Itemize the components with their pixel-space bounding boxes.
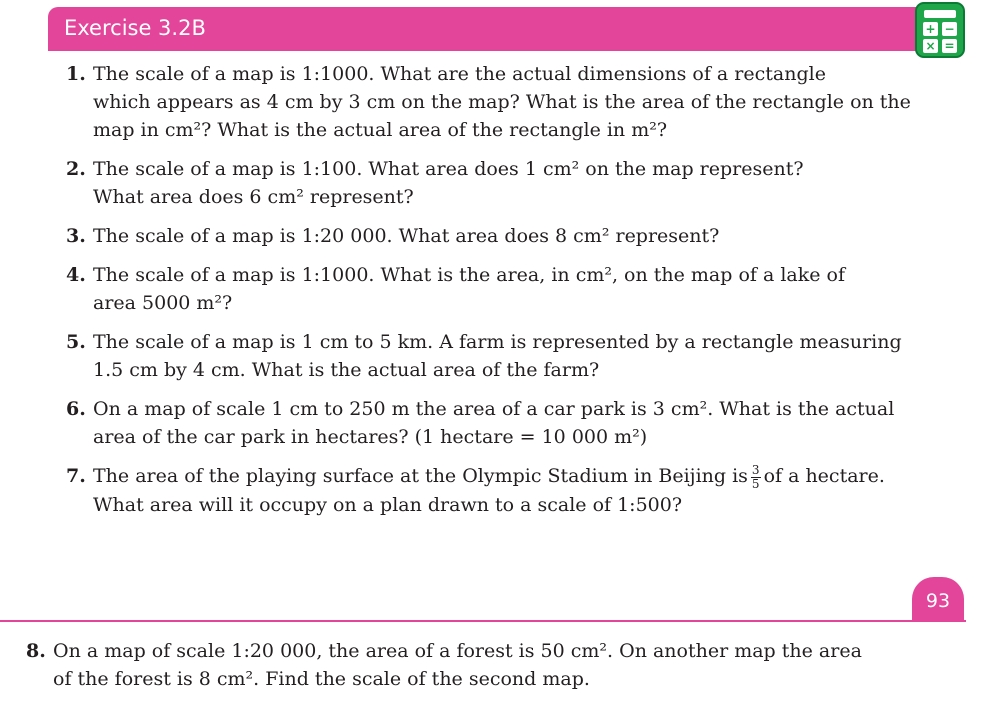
exercise-number: 8. [26,640,46,662]
exercise-number: 7. [66,465,86,487]
exercise-number: 3. [66,225,86,247]
calculator-equals-key: = [942,39,957,53]
exercise-line [93,462,956,491]
exercise-line: The scale of a map is 1:1000. What is the area, in cm², on the map of a lake of [93,264,846,286]
exercise-list [66,60,956,519]
exercise-item-5 [66,328,956,384]
exercise-line: On a map of scale 1:20 000, the area of a forest is 50 cm². On another map the area [53,640,862,662]
exercise-header-banner [48,7,948,51]
exercise-line: What area will it occupy on a plan drawn to a scale of 1:500? [93,493,683,516]
exercise-number: 6. [66,398,86,420]
page-number: 93 [925,590,951,612]
exercise-line: The scale of a map is 1 cm to 5 km. A farm is represented by a rectangle measuring [93,331,902,353]
exercise-item-7 [66,462,956,519]
exercise-line: What area does 6 cm² represent? [93,186,414,208]
exercise-line: On a map of scale 1 cm to 250 m the area of a car park is 3 cm². What is the actual [93,398,895,420]
fraction-three-fifths [751,464,761,491]
exercise-line: area 5000 m²? [93,292,233,314]
exercise-item-1 [66,60,956,144]
exercise-line: The scale of a map is 1:100. What area does 1 cm² on the map represent? [93,158,804,180]
calculator-screen [924,10,956,18]
exercise-item-2 [66,155,956,211]
exercise-number: 4. [66,264,86,286]
page-divider [0,620,966,622]
exercise-item-3 [66,222,956,250]
exercise-number: 5. [66,331,86,353]
calculator-times-key: × [923,39,938,53]
exercise-number: 2. [66,158,86,180]
exercise-line: map in cm²? What is the actual area of the rectangle in m²? [93,119,668,141]
calculator-icon [915,2,965,58]
exercise-line: The scale of a map is 1:1000. What are the actual dimensions of a rectangle [93,63,826,85]
exercise-line: The scale of a map is 1:20 000. What area does 8 cm² represent? [93,225,720,247]
exercise-item-6 [66,395,956,451]
exercise-line: 1.5 cm by 4 cm. What is the actual area of the farm? [93,359,600,381]
page-number-tab [912,577,964,621]
exercise-text: of a hectare. [763,465,885,487]
fraction-numerator: 3 [751,462,760,477]
exercise-line: area of the car park in hectares? (1 hectare = 10 000 m²) [93,426,648,448]
fraction-denominator: 5 [751,476,760,491]
exercise-title: Exercise 3.2B [64,16,206,40]
exercise-line: of the forest is 8 cm². Find the scale of the second map. [53,668,590,690]
calculator-plus-key: + [923,22,938,36]
exercise-item-4 [66,261,956,317]
exercise-item-8 [26,637,953,693]
calculator-minus-key: − [942,22,957,36]
exercise-text: The area of the playing surface at the Olympic Stadium in Beijing is [93,465,748,487]
exercise-number: 1. [66,63,86,85]
exercise-line: which appears as 4 cm by 3 cm on the map? What is the area of the rectangle on the [93,91,911,113]
